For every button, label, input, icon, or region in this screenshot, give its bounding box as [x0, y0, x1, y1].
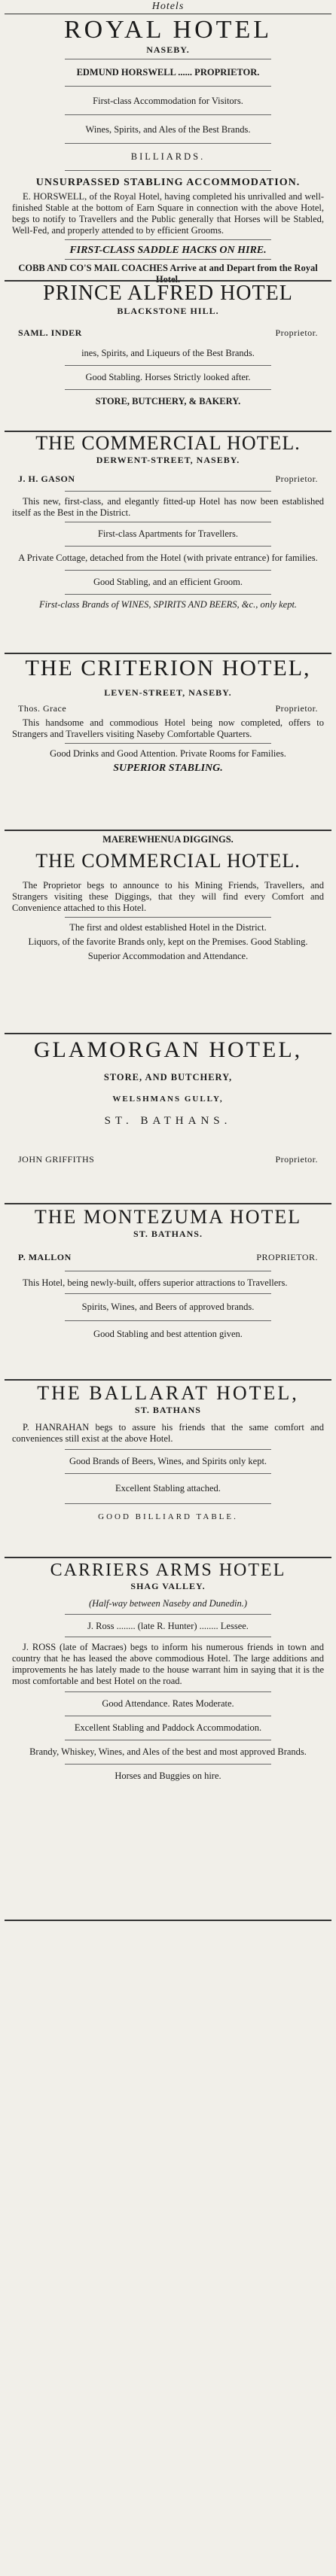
royal-body: E. HORSWELL, of the Royal Hotel, having completed his unrivalled and well-finished Stable at the bottom of Earn Square in connection with the above Hotel, begs to notify to Travellers and the Public generally that Horses will be Stabled, Well-Fed, and properly attended to by efficient Grooms. — [12, 191, 324, 236]
montezuma-place: ST. BATHANS. — [133, 1229, 203, 1239]
glamorgan-proprietor-name: JOHN GRIFFITHS — [18, 1154, 95, 1165]
criterion-title: THE CRITERION HOTEL, — [25, 656, 311, 681]
carriers-line2: Excellent Stabling and Paddock Accommodation. — [74, 1722, 262, 1733]
ad-prince-alfred-hotel — [5, 280, 331, 432]
commercial-proprietor-name: J. H. GASON — [18, 473, 75, 484]
maerewhenua-line1: The first and oldest established Hotel in the District. — [69, 922, 267, 933]
prince-line3: STORE, BUTCHERY, & BAKERY. — [95, 396, 241, 406]
royal-title: ROYAL HOTEL — [64, 16, 272, 44]
criterion-line1: Good Drinks and Good Attention. Private Rooms for Families. — [50, 748, 286, 759]
ad-ballarat-hotel — [5, 1379, 331, 1558]
ad-glamorgan-hotel — [5, 1033, 331, 1204]
carriers-body: J. ROSS (late of Macraes) begs to inform his numerous friends in town and country that he has leased the above commodious Hotel. The large additions and improvements he has lately made to the house warrant him in saying that it is the most comfortable and best Hotel on the road. — [12, 1642, 324, 1686]
maerewhenua-place: MAEREWHENUA DIGGINGS. — [102, 834, 234, 845]
commercial-line1: First-class Apartments for Travellers. — [97, 528, 239, 539]
carriers-line4: Horses and Buggies on hire. — [115, 1771, 221, 1781]
royal-line1: First-class Accommodation for Visitors. — [93, 96, 243, 106]
glamorgan-title: GLAMORGAN HOTEL, — [33, 1037, 303, 1062]
ad-royal-hotel — [5, 14, 331, 285]
montezuma-line1: Spirits, Wines, and Beers of approved brands. — [81, 1302, 255, 1312]
commercial-place: DERWENT-STREET, NASEBY. — [96, 455, 240, 465]
montezuma-proprietor-name: P. MALLON — [18, 1252, 72, 1262]
maerewhenua-body: The Proprietor begs to announce to his Mining Friends, Travellers, and Strangers visiting these Diggings, that they will find every Comfort and Convenience attached to this Hotel. — [12, 880, 324, 913]
glamorgan-line1: STORE, AND BUTCHERY, — [103, 1072, 233, 1082]
commercial-line2: A Private Cottage, detached from the Hotel (with private entrance) for families. — [18, 553, 318, 563]
criterion-line2: SUPERIOR STABLING. — [113, 763, 223, 774]
carriers-place: SHAG VALLEY. — [130, 1581, 206, 1591]
glamorgan-line2: WELSHMANS GULLY, — [112, 1095, 224, 1104]
royal-line2: Wines, Spirits, and Ales of the Best Brands. — [85, 124, 251, 135]
prince-title: PRINCE ALFRED HOTEL — [43, 282, 293, 305]
prince-place: BLACKSTONE HILL. — [117, 306, 219, 316]
commercial-line3: Good Stabling, and an efficient Groom. — [93, 577, 243, 587]
ballarat-title: THE BALLARAT HOTEL, — [37, 1382, 299, 1404]
ballarat-line1: Good Brands of Beers, Wines, and Spirits only kept. — [69, 1456, 267, 1466]
criterion-place: LEVEN-STREET, NASEBY. — [104, 687, 232, 698]
carriers-line1: Good Attendance. Rates Moderate. — [102, 1698, 234, 1709]
royal-hacks: FIRST-CLASS SADDLE HACKS ON HIRE. — [69, 245, 267, 256]
commercial-line4: First-class Brands of WINES, SPIRITS AND BEERS, &c., only kept. — [38, 599, 298, 610]
criterion-proprietor-name: Thos. Grace — [18, 703, 67, 714]
glamorgan-line3: ST. BATHANS. — [104, 1115, 232, 1127]
ad-criterion-hotel — [5, 653, 331, 831]
ad-commercial-hotel-naseby — [5, 431, 331, 654]
ad-montezuma-hotel — [5, 1203, 331, 1381]
carriers-lessee: J. Ross ........ (late R. Hunter) ........ Lessee. — [87, 1621, 249, 1631]
ad-maerewhenua-commercial-hotel — [5, 830, 331, 1034]
ballarat-body: P. HANRAHAN begs to assure his friends that the same comfort and conveniences still exist at the above Hotel. — [12, 1422, 324, 1444]
montezuma-title: THE MONTEZUMA HOTEL — [34, 1206, 302, 1228]
carriers-line3: Brandy, Whiskey, Wines, and Ales of the best and most approved Brands. — [29, 1746, 307, 1757]
montezuma-proprietor-role: PROPRIETOR. — [256, 1252, 318, 1262]
ballarat-place: ST. BATHANS — [135, 1405, 201, 1415]
column-end-rule — [5, 1920, 331, 1921]
ballarat-line2: Excellent Stabling attached. — [115, 1483, 221, 1494]
prince-line1: ines, Spirits, and Liqueurs of the Best Brands. — [81, 348, 255, 358]
royal-proprietor: EDMUND HORSWELL ...... PROPRIETOR. — [76, 67, 260, 78]
commercial-title: THE COMMERCIAL HOTEL. — [35, 432, 301, 454]
maerewhenua-title: THE COMMERCIAL HOTEL. — [35, 850, 301, 872]
royal-coaches: COBB AND CO'S MAIL COACHES Arrive at and Depart from the Royal Hotel. — [18, 263, 318, 285]
criterion-body: This handsome and commodious Hotel being now completed, offers to Strangers and Travellers visiting Naseby Comfortable Quarters. — [12, 717, 324, 739]
maerewhenua-line3: Superior Accommodation and Attendance. — [87, 951, 249, 961]
glamorgan-proprietor-role: Proprietor. — [275, 1154, 318, 1165]
ad-carriers-arms-hotel — [5, 1557, 331, 1920]
montezuma-line2: Good Stabling and best attention given. — [93, 1329, 243, 1339]
criterion-proprietor-role: Proprietor. — [275, 703, 318, 714]
royal-place: NASEBY. — [146, 44, 190, 55]
carriers-note: (Half-way between Naseby and Dunedin.) — [88, 1598, 248, 1609]
montezuma-body: This Hotel, being newly-built, offers superior attractions to Travellers. — [23, 1277, 288, 1288]
carriers-title: CARRIERS ARMS HOTEL — [50, 1561, 286, 1580]
prince-line2: Good Stabling. Horses Strictly looked after. — [85, 372, 251, 382]
maerewhenua-line2: Liquors, of the favorite Brands only, kept on the Premises. Good Stabling. — [28, 936, 308, 947]
commercial-body: This new, first-class, and elegantly fitted-up Hotel has now been established itself as the Best in the District. — [12, 496, 324, 518]
column-header: Hotels — [151, 1, 185, 12]
ballarat-line3: GOOD BILLIARD TABLE. — [98, 1512, 238, 1521]
prince-proprietor-name: SAML. INDER — [18, 327, 82, 338]
prince-proprietor-role: Proprietor. — [275, 327, 318, 338]
royal-billiards: BILLIARDS. — [130, 151, 206, 162]
royal-stabling-head: UNSURPASSED STABLING ACCOMMODATION. — [35, 177, 301, 188]
commercial-proprietor-role: Proprietor. — [275, 473, 318, 484]
